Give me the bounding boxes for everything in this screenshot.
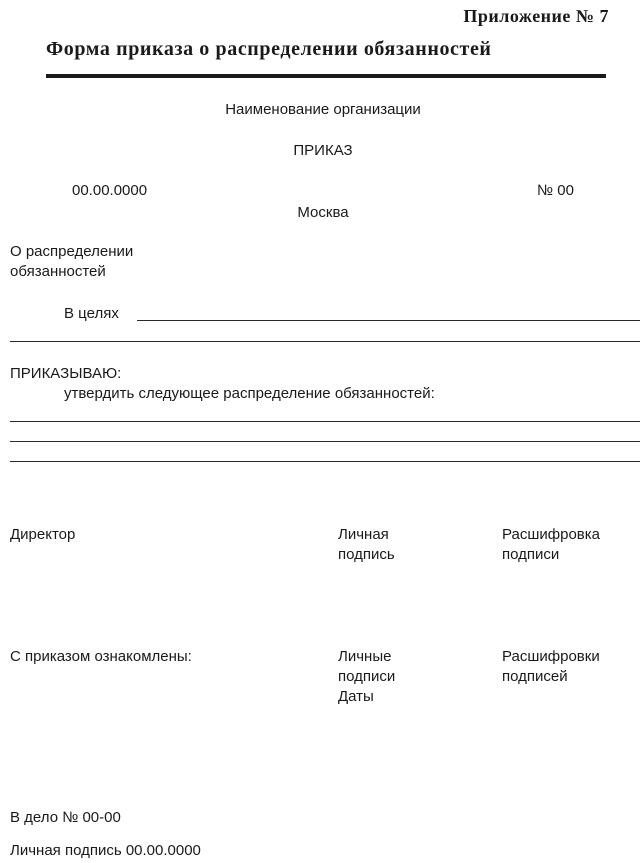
order-section-heading: ПРИКАЗЫВАЮ: bbox=[10, 365, 122, 382]
signature-decode-line-2: подписи bbox=[502, 546, 560, 563]
title-underline bbox=[46, 74, 606, 78]
signatures-decode-line-2: подписей bbox=[502, 668, 568, 685]
order-heading: ПРИКАЗ bbox=[293, 142, 353, 159]
acquainted-label: С приказом ознакомлены: bbox=[10, 648, 192, 665]
order-city: Москва bbox=[297, 204, 349, 221]
case-number: В дело № 00-00 bbox=[10, 809, 121, 826]
director-label: Директор bbox=[10, 526, 76, 543]
order-number: № 00 bbox=[537, 182, 574, 199]
form-title: Форма приказа о распределении обязанностей bbox=[46, 38, 492, 60]
signature-decode-line-1: Расшифровка bbox=[502, 526, 600, 543]
signatures-label-line-1: Личные bbox=[338, 648, 392, 665]
purpose-label: В целях bbox=[64, 305, 119, 322]
appendix-label: Приложение № 7 bbox=[463, 6, 609, 26]
purpose-fill-line bbox=[137, 320, 640, 321]
duties-fill-line bbox=[10, 441, 640, 442]
footer-signature-date: Личная подпись 00.00.0000 bbox=[10, 842, 201, 859]
signature-label-line-2: подпись bbox=[338, 546, 395, 563]
signatures-label-line-2: подписи bbox=[338, 668, 396, 685]
subject-line-2: обязанностей bbox=[10, 263, 106, 280]
dates-label: Даты bbox=[338, 688, 374, 705]
order-date: 00.00.0000 bbox=[72, 182, 148, 199]
purpose-fill-line bbox=[10, 341, 640, 342]
duties-fill-line bbox=[10, 421, 640, 422]
signature-label-line-1: Личная bbox=[338, 526, 389, 543]
subject-line-1: О распределении bbox=[10, 243, 134, 260]
organization-name: Наименование организации bbox=[225, 101, 421, 118]
order-section-text: утвердить следующее распределение обязанностей: bbox=[64, 385, 435, 402]
duties-fill-line bbox=[10, 461, 640, 462]
signatures-decode-line-1: Расшифровки bbox=[502, 648, 600, 665]
